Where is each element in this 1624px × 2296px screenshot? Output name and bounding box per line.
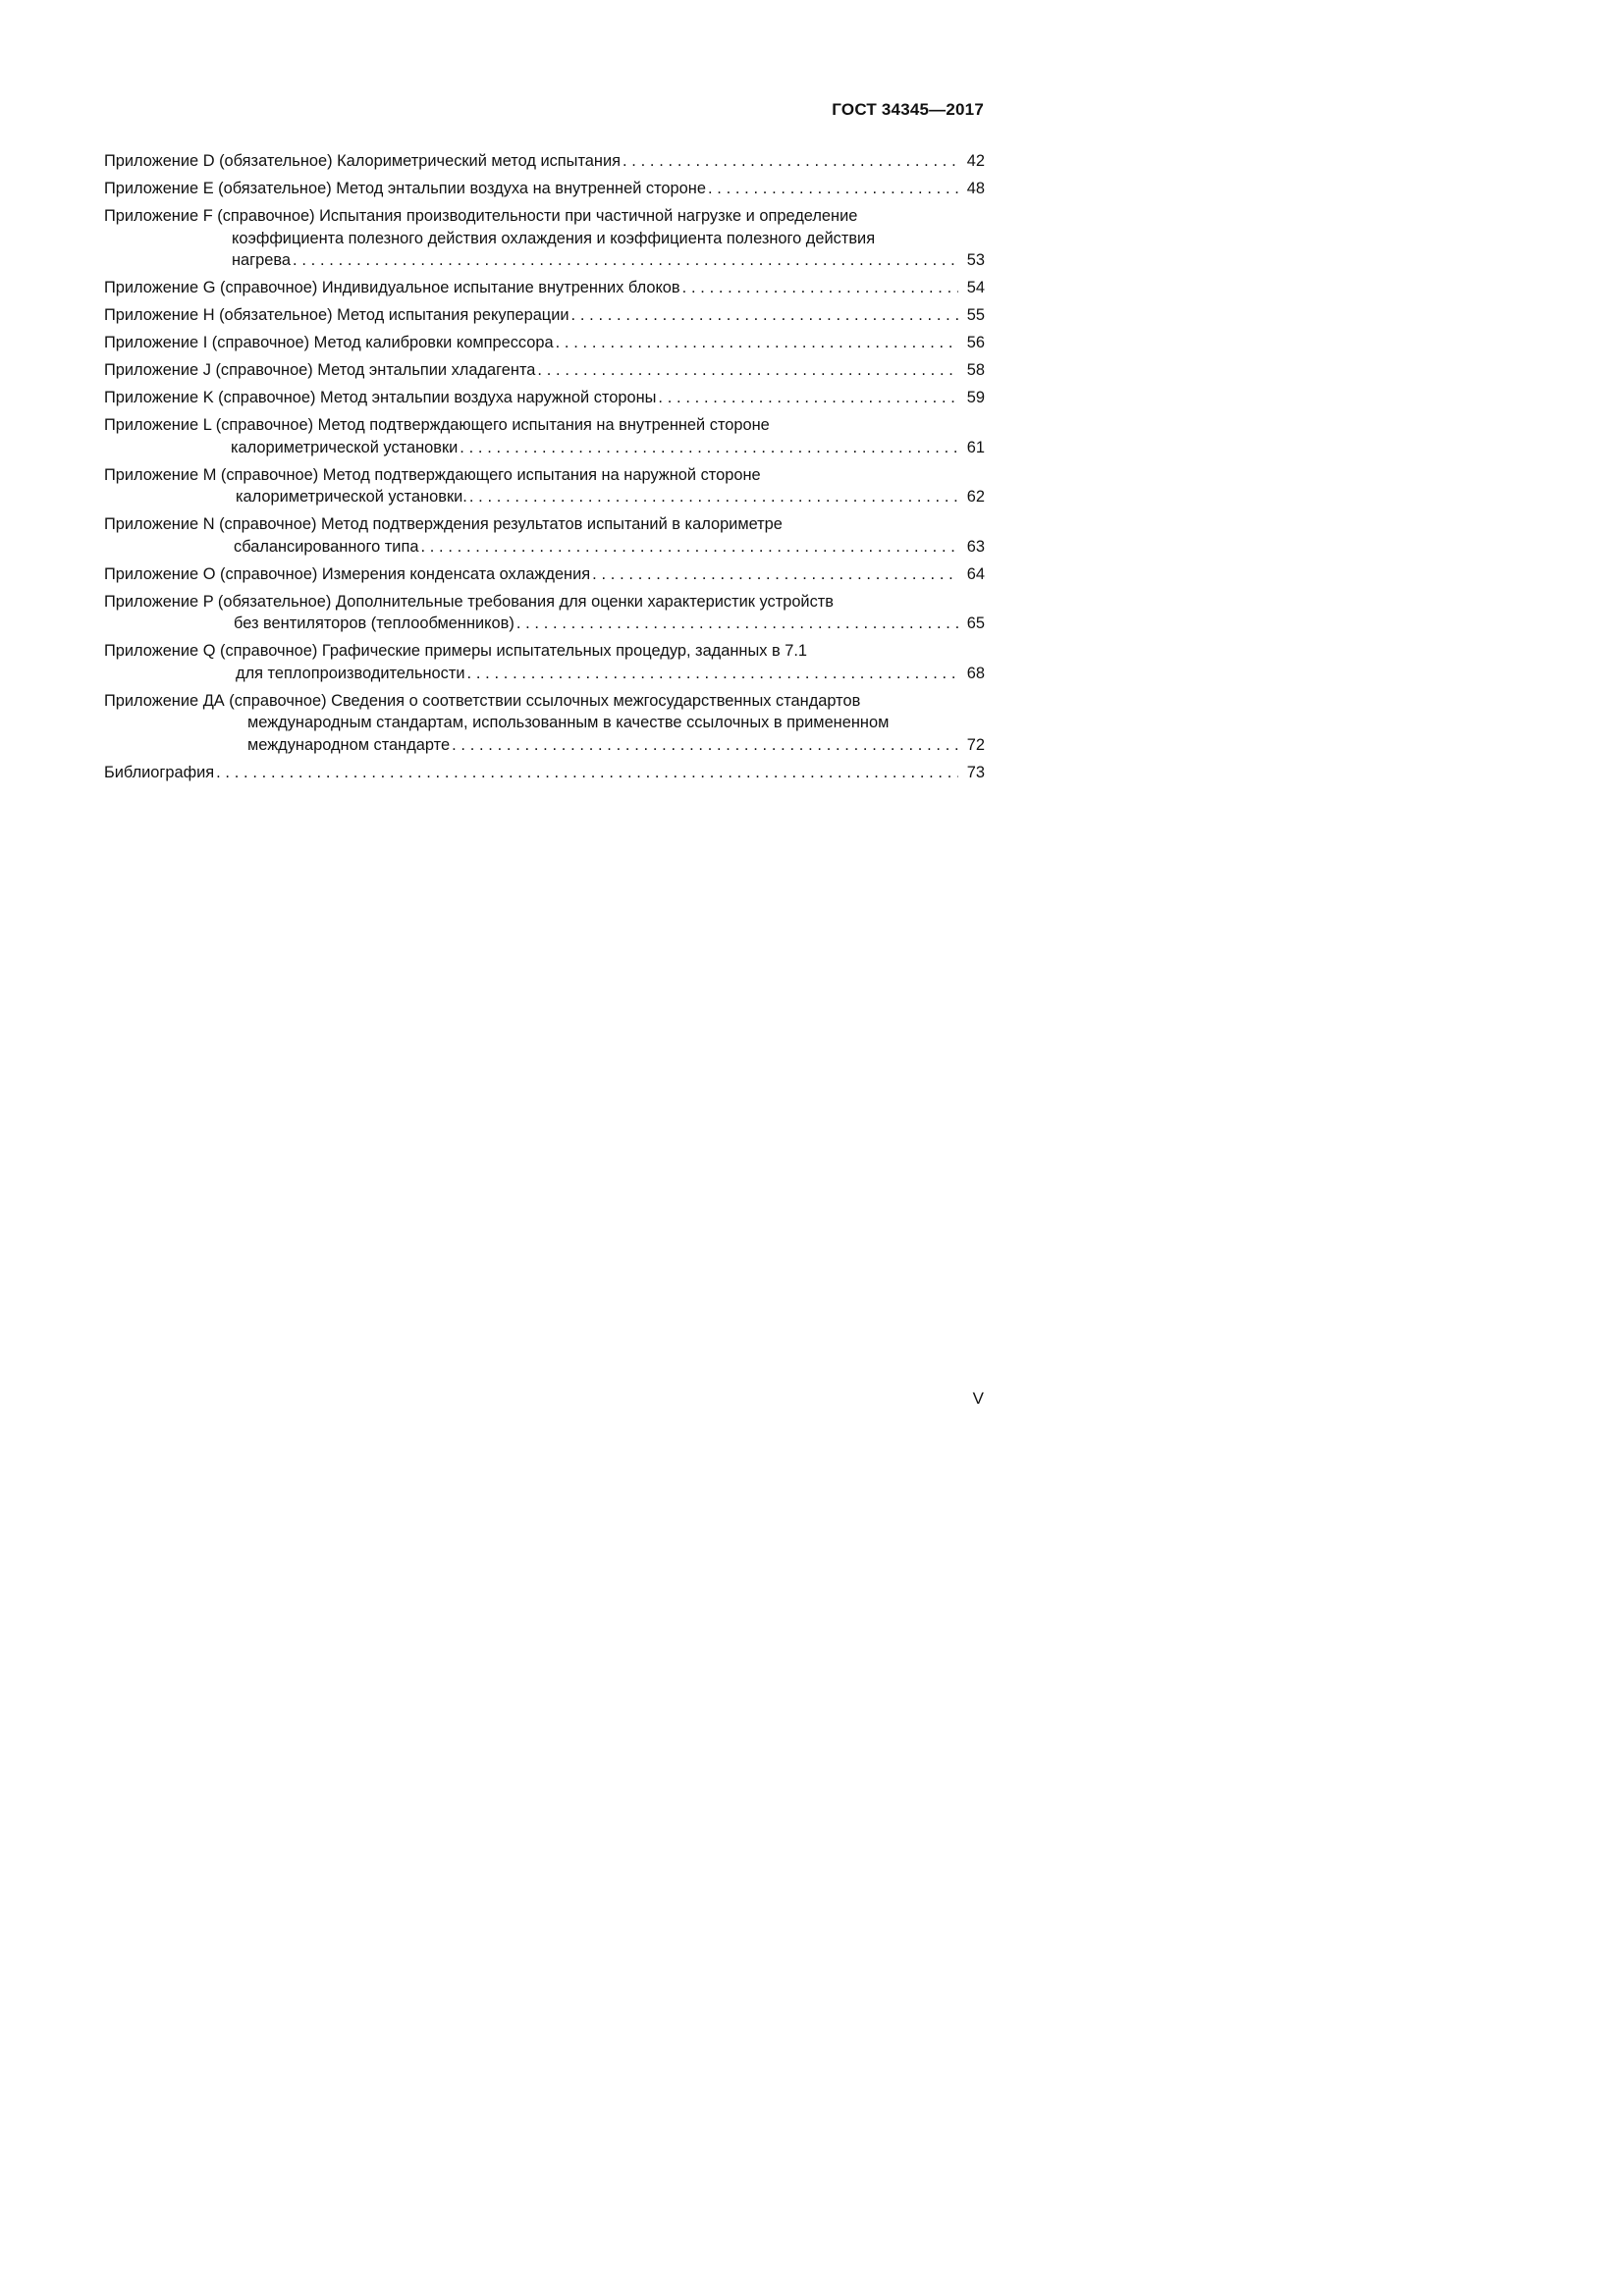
toc-entry-title: Приложение J (справочное) Метод энтальпии хладагента bbox=[104, 361, 536, 379]
toc-entry[interactable] bbox=[104, 178, 985, 200]
toc-leader-dots bbox=[556, 332, 958, 354]
toc-entry[interactable] bbox=[104, 563, 985, 586]
toc-leader-dots bbox=[293, 249, 958, 272]
toc-entry[interactable] bbox=[104, 359, 985, 382]
toc-entry[interactable] bbox=[104, 414, 985, 458]
toc-entry-title: Приложение K (справочное) Метод энтальпии воздуха наружной стороны bbox=[104, 389, 657, 406]
toc-entry[interactable] bbox=[104, 205, 985, 272]
toc-entry-title: Приложение G (справочное) Индивидуальное испытание внутренних блоков bbox=[104, 279, 680, 296]
toc-leader-dots bbox=[420, 536, 958, 559]
toc-leader-dots bbox=[516, 613, 958, 635]
toc-entry-page: 68 bbox=[966, 664, 985, 682]
toc-entry-page: 48 bbox=[966, 180, 985, 197]
toc-entry-title: Приложение F (справочное) Испытания производительности при частичной нагрузке и определение bbox=[104, 207, 858, 225]
toc-leader-dots bbox=[469, 486, 958, 508]
toc-entry-page: 73 bbox=[966, 763, 985, 781]
toc-entry[interactable] bbox=[104, 387, 985, 409]
toc-leader-dots bbox=[571, 304, 958, 327]
toc-entry-title: Приложение ДА (справочное) Сведения о соответствии ссылочных межгосударственных стандартов bbox=[104, 691, 861, 710]
toc-entry-title: Приложение H (обязательное) Метод испытания рекуперации bbox=[104, 306, 569, 324]
toc-entry-title-cont: международным стандартам, использованным в качестве ссылочных в примененном bbox=[247, 714, 890, 731]
toc-leader-dots bbox=[467, 663, 958, 685]
toc-entry-page: 64 bbox=[966, 564, 985, 583]
toc-entry-title-cont: сбалансированного типа bbox=[234, 537, 419, 556]
toc-leader-dots bbox=[658, 387, 958, 409]
toc-entry-title: Приложение Q (справочное) Графические примеры испытательных процедур, заданных в 7.1 bbox=[104, 642, 808, 660]
toc-entry[interactable] bbox=[104, 304, 985, 327]
page-number: V bbox=[972, 1389, 984, 1408]
toc-entry[interactable] bbox=[104, 690, 985, 757]
toc-entry-title-cont: коэффициента полезного действия охлаждения и коэффициента полезного действия bbox=[232, 229, 876, 247]
toc-entry[interactable] bbox=[104, 762, 985, 784]
toc-entry-title: Приложение I (справочное) Метод калибровки компрессора bbox=[104, 334, 554, 351]
page-header-standard: ГОСТ 34345—2017 bbox=[832, 100, 984, 119]
toc-leader-dots bbox=[623, 150, 958, 173]
toc-entry-page: 61 bbox=[966, 438, 985, 456]
toc-leader-dots bbox=[452, 734, 958, 757]
toc-leader-dots bbox=[216, 762, 958, 784]
toc-entry-page: 54 bbox=[966, 279, 985, 296]
toc-entry[interactable] bbox=[104, 464, 985, 508]
toc-leader-dots bbox=[592, 563, 958, 586]
toc-entry-title: Приложение N (справочное) Метод подтверждения результатов испытаний в калориметре bbox=[104, 515, 783, 533]
toc-leader-dots bbox=[708, 178, 958, 200]
toc-entry-page: 56 bbox=[966, 334, 985, 351]
toc-leader-dots bbox=[460, 437, 958, 459]
toc-entry-title-cont: без вентиляторов (теплообменников) bbox=[234, 614, 514, 632]
toc-entry-title-cont: калориметрической установки bbox=[231, 438, 459, 456]
toc-entry-title-cont: международном стандарте bbox=[247, 735, 451, 754]
toc-entry-title-cont: для теплопроизводительности bbox=[236, 664, 465, 682]
toc-entry-page: 62 bbox=[966, 488, 985, 506]
toc-entry-page: 42 bbox=[966, 152, 985, 170]
toc-entry-page: 53 bbox=[966, 251, 985, 269]
toc-entry[interactable] bbox=[104, 332, 985, 354]
toc-entry-title-cont: нагрева bbox=[232, 251, 292, 269]
toc-entry-page: 63 bbox=[966, 537, 985, 556]
toc-entry-page: 55 bbox=[966, 306, 985, 324]
toc-leader-dots bbox=[537, 359, 958, 382]
toc-entry[interactable] bbox=[104, 640, 985, 684]
toc-entry-title: Библиография bbox=[104, 763, 215, 781]
toc-entry-page: 59 bbox=[966, 389, 985, 406]
toc-entry-title: Приложение M (справочное) Метод подтверждающего испытания на наружной стороне bbox=[104, 465, 761, 484]
toc-entry-page: 58 bbox=[966, 361, 985, 379]
toc-entry[interactable] bbox=[104, 277, 985, 299]
toc-entry-title: Приложение P (обязательное) Дополнительные требования для оценки характеристик устройств bbox=[104, 592, 834, 611]
table-of-contents bbox=[104, 150, 985, 789]
toc-entry-title-cont: калориметрической установки. bbox=[236, 488, 467, 506]
toc-entry-title: Приложение L (справочное) Метод подтверждающего испытания на внутренней стороне bbox=[104, 416, 770, 434]
toc-entry-title: Приложение D (обязательное) Калориметрический метод испытания bbox=[104, 152, 621, 170]
toc-entry-page: 72 bbox=[966, 735, 985, 754]
toc-leader-dots bbox=[682, 277, 958, 299]
toc-entry[interactable] bbox=[104, 150, 985, 173]
toc-entry-title: Приложение E (обязательное) Метод энтальпии воздуха на внутренней стороне bbox=[104, 180, 706, 197]
toc-entry[interactable] bbox=[104, 591, 985, 635]
toc-entry-title: Приложение O (справочное) Измерения конденсата охлаждения bbox=[104, 564, 591, 583]
toc-entry-page: 65 bbox=[966, 614, 985, 632]
toc-entry[interactable] bbox=[104, 513, 985, 558]
